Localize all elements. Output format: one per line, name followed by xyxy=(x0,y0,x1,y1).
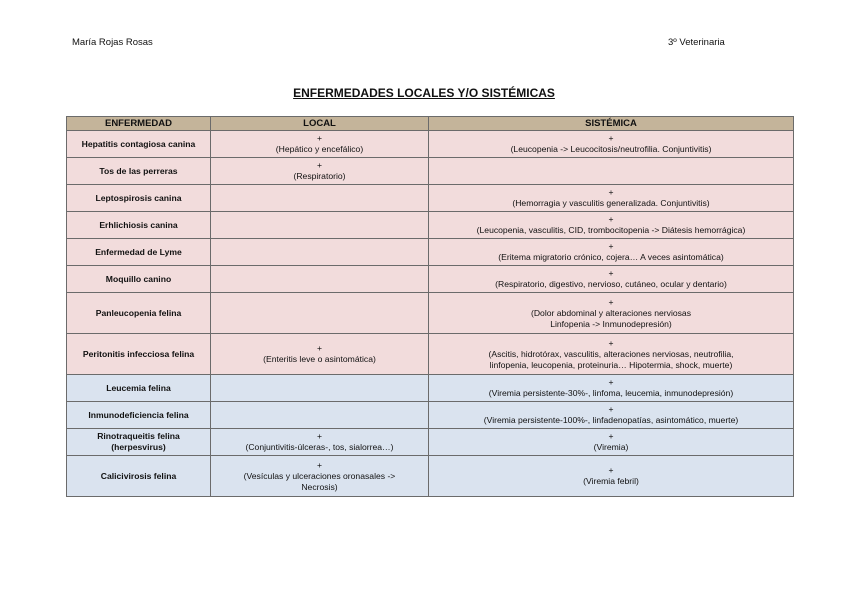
disease-name: Enfermedad de Lyme xyxy=(95,246,182,257)
systemic-cell xyxy=(429,375,794,402)
systemic-description: (Viremia persistente-100%-, linfadenopatías, asintomático, muerte) xyxy=(483,415,739,425)
disease-name: Calicivirosis felina xyxy=(100,470,177,481)
local-description: (Enteritis leve o asintomática) xyxy=(263,354,376,364)
local-cell xyxy=(211,375,429,402)
table-row xyxy=(67,185,794,212)
disease-name-cell xyxy=(67,185,211,212)
plus-mark: + xyxy=(316,459,323,470)
disease-name: Leptospirosis canina xyxy=(95,192,182,203)
disease-name-cell xyxy=(67,212,211,239)
plus-mark: + xyxy=(608,431,614,441)
diseases-table xyxy=(66,116,794,497)
plus-mark: + xyxy=(608,214,614,224)
local-description: (Vesículas y ulceraciones oronasales -> Necrosis) xyxy=(243,470,396,492)
systemic-description: (Leucopenia, vasculitis, CID, trombocitopenia -> Diátesis hemorrágica) xyxy=(476,225,746,235)
table-row xyxy=(67,293,794,334)
systemic-description: (Dolor abdominal y alteraciones nerviosas Linfopenia -> Inmunodepresión) xyxy=(530,307,692,329)
local-description: (Conjuntivitis-úlceras-, tos, sialorrea…) xyxy=(245,442,394,452)
systemic-cell xyxy=(429,293,794,334)
local-cell xyxy=(211,456,429,497)
table-header-row xyxy=(67,117,794,131)
systemic-cell xyxy=(429,266,794,293)
plus-mark: + xyxy=(316,343,323,353)
disease-name: Erhlichiosis canina xyxy=(99,219,178,230)
systemic-description: (Hemorragia y vasculitis generalizada. Conjuntivitis) xyxy=(512,198,710,208)
table-row xyxy=(67,131,794,158)
disease-name-cell xyxy=(67,158,211,185)
column-header-local: LOCAL xyxy=(211,117,429,131)
plus-mark: + xyxy=(608,465,614,475)
table-row xyxy=(67,158,794,185)
disease-name: Peritonitis infecciosa felina xyxy=(82,348,195,359)
systemic-cell xyxy=(429,429,794,456)
disease-name: Rinotraqueitis felina (herpesvirus) xyxy=(97,431,180,452)
disease-name: Panleucopenia felina xyxy=(95,307,182,318)
systemic-description: (Ascitis, hidrotórax, vasculitis, alteraciones nerviosas, neutrofilia, linfopenia, leucopenia, proteinuria… Hipotermia, shock, muerte) xyxy=(488,348,734,370)
table-row xyxy=(67,375,794,402)
course-label: 3º Veterinaria xyxy=(668,37,725,48)
disease-name-cell xyxy=(67,334,211,375)
disease-name-cell xyxy=(67,375,211,402)
plus-mark: + xyxy=(316,431,323,441)
systemic-cell xyxy=(429,334,794,375)
plus-mark: + xyxy=(316,133,323,143)
disease-name-cell xyxy=(67,293,211,334)
systemic-cell xyxy=(429,131,794,158)
systemic-description: (Respiratorio, digestivo, nervioso, cutáneo, ocular y dentario) xyxy=(495,279,727,289)
disease-name-cell xyxy=(67,402,211,429)
plus-mark: + xyxy=(608,377,614,387)
disease-name: Leucemia felina xyxy=(106,382,171,393)
systemic-description: (Leucopenia -> Leucocitosis/neutrofilia. Conjuntivitis) xyxy=(510,144,712,154)
plus-mark: + xyxy=(608,241,614,251)
local-cell xyxy=(211,293,429,334)
table-row xyxy=(67,402,794,429)
disease-name: Tos de las perreras xyxy=(99,165,178,176)
plus-mark: + xyxy=(316,160,323,170)
plus-mark: + xyxy=(608,404,614,414)
disease-name-cell xyxy=(67,456,211,497)
local-cell xyxy=(211,158,429,185)
systemic-description: (Viremia) xyxy=(593,442,629,452)
systemic-cell xyxy=(429,212,794,239)
table-row xyxy=(67,456,794,497)
table-row xyxy=(67,239,794,266)
disease-name-cell xyxy=(67,131,211,158)
author-name: María Rojas Rosas xyxy=(72,37,153,48)
disease-name: Hepatitis contagiosa canina xyxy=(81,138,196,149)
disease-name-cell xyxy=(67,429,211,456)
disease-name: Inmunodeficiencia felina xyxy=(88,409,189,420)
disease-name-cell xyxy=(67,266,211,293)
systemic-description: (Eritema migratorio crónico, cojera… A veces asintomática) xyxy=(498,252,724,262)
local-cell xyxy=(211,266,429,293)
page-title: ENFERMEDADES LOCALES Y/O SISTÉMICAS xyxy=(293,86,555,100)
disease-name: Moquillo canino xyxy=(105,273,172,284)
systemic-cell xyxy=(429,185,794,212)
systemic-cell xyxy=(429,239,794,266)
systemic-description: (Viremia febril) xyxy=(583,476,639,486)
systemic-cell xyxy=(429,456,794,497)
plus-mark: + xyxy=(608,133,614,143)
local-cell xyxy=(211,402,429,429)
plus-mark: + xyxy=(608,337,614,348)
table-row xyxy=(67,212,794,239)
systemic-description: (Viremia persistente-30%-, linfoma, leucemia, inmunodepresión) xyxy=(488,388,734,398)
local-cell xyxy=(211,239,429,266)
table-row xyxy=(67,334,794,375)
systemic-cell xyxy=(429,402,794,429)
plus-mark: + xyxy=(608,296,614,307)
column-header-systemic: SISTÉMICA xyxy=(429,117,794,131)
plus-mark: + xyxy=(608,268,614,278)
column-header-disease: ENFERMEDAD xyxy=(67,117,211,131)
local-description: (Respiratorio) xyxy=(293,171,346,181)
local-cell xyxy=(211,212,429,239)
systemic-cell xyxy=(429,158,794,185)
local-description: (Hepático y encefálico) xyxy=(275,144,364,154)
disease-name-cell xyxy=(67,239,211,266)
local-cell xyxy=(211,334,429,375)
table-row xyxy=(67,266,794,293)
local-cell xyxy=(211,185,429,212)
table-row xyxy=(67,429,794,456)
local-cell xyxy=(211,131,429,158)
local-cell xyxy=(211,429,429,456)
plus-mark: + xyxy=(608,187,614,197)
